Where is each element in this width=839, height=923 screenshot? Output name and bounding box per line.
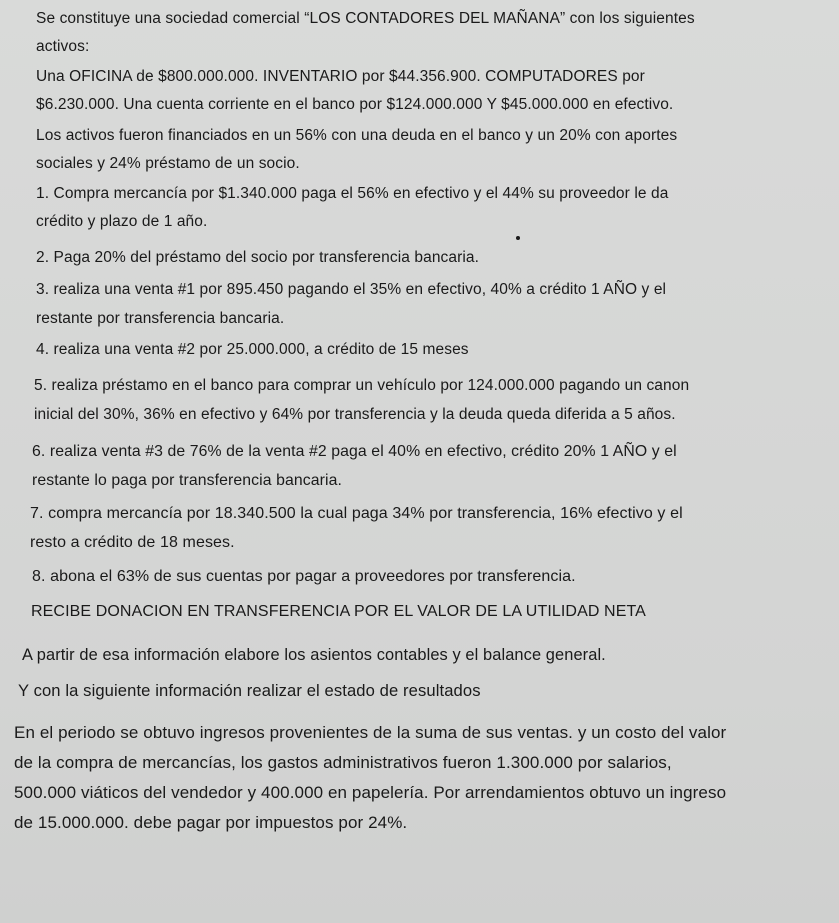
- instruction-balance: A partir de esa información elabore los asientos contables y el balance general.: [22, 646, 606, 664]
- financing-line: Los activos fueron financiados en un 56% con una deuda en el banco y un 20% con aportes: [36, 127, 678, 144]
- transaction-item-1: [36, 180, 668, 236]
- transaction-line: restante lo paga por transferencia bancaria.: [32, 472, 342, 489]
- intro-line: Se constituye una sociedad comercial “LOS CONTADORES DEL MAÑANA” con los siguientes: [36, 10, 695, 27]
- transaction-item-3: [36, 275, 666, 333]
- transaction-line: inicial del 30%, 36% en efectivo y 64% por transferencia y la deuda queda diferida a 5 años.: [34, 406, 676, 423]
- transaction-item-6: [32, 437, 677, 495]
- transaction-line: 8. abona el 63% de sus cuentas por pagar a proveedores por transferencia.: [32, 568, 576, 585]
- transaction-line: 3. realiza una venta #1 por 895.450 pagando el 35% en efectivo, 40% a crédito 1 AÑO y el: [36, 281, 667, 298]
- assets-line: Una OFICINA de $800.000.000. INVENTARIO por $44.356.900. COMPUTADORES por: [36, 68, 645, 85]
- transaction-line: crédito y plazo de 1 año.: [36, 213, 208, 230]
- results-paragraph: [14, 718, 726, 838]
- transaction-line: 5. realiza préstamo en el banco para comprar un vehículo por 124.000.000 pagando un canon: [34, 377, 690, 394]
- assets-line: $6.230.000. Una cuenta corriente en el banco por $124.000.000 Y $45.000.000 en efectivo.: [36, 96, 674, 113]
- transaction-line: restante por transferencia bancaria.: [36, 310, 285, 327]
- transaction-item-4: [36, 336, 469, 364]
- intro-paragraph: [36, 5, 695, 61]
- transaction-line: 4. realiza una venta #2 por 25.000.000, a crédito de 15 meses: [36, 341, 469, 358]
- transaction-line: 7. compra mercancía por 18.340.500 la cual paga 34% por transferencia, 16% efectivo y el: [30, 505, 683, 522]
- transaction-line: 6. realiza venta #3 de 76% de la venta #2 paga el 40% en efectivo, crédito 20% 1 AÑO y el: [32, 443, 677, 460]
- transaction-item-8: [32, 563, 576, 591]
- financing-paragraph: [36, 122, 677, 178]
- intro-line: activos:: [36, 38, 90, 55]
- results-line: 500.000 viáticos del vendedor y 400.000 en papelería. Por arrendamientos obtuvo un ingreso: [14, 783, 727, 802]
- results-line: de 15.000.000. debe pagar por impuestos por 24%.: [14, 813, 408, 832]
- ink-dot: [516, 236, 520, 240]
- transaction-line: 1. Compra mercancía por $1.340.000 paga el 56% en efectivo y el 44% su proveedor le da: [36, 185, 669, 202]
- assets-paragraph: [36, 63, 673, 119]
- transaction-line: 2. Paga 20% del préstamo del socio por transferencia bancaria.: [36, 249, 480, 266]
- results-line: de la compra de mercancías, los gastos administrativos fueron 1.300.000 por salarios,: [14, 753, 672, 772]
- instruction-results: Y con la siguiente información realizar el estado de resultados: [18, 681, 481, 700]
- results-line: En el periodo se obtuvo ingresos provenientes de la suma de sus ventas. y un costo del valor: [14, 723, 727, 742]
- transaction-item-7: [30, 499, 683, 557]
- transaction-item-2: [36, 244, 479, 272]
- financing-line: sociales y 24% préstamo de un socio.: [36, 155, 300, 172]
- donation-note: RECIBE DONACION EN TRANSFERENCIA POR EL VALOR DE LA UTILIDAD NETA: [31, 603, 646, 620]
- transaction-item-5: [34, 371, 689, 429]
- transaction-line: resto a crédito de 18 meses.: [30, 534, 235, 551]
